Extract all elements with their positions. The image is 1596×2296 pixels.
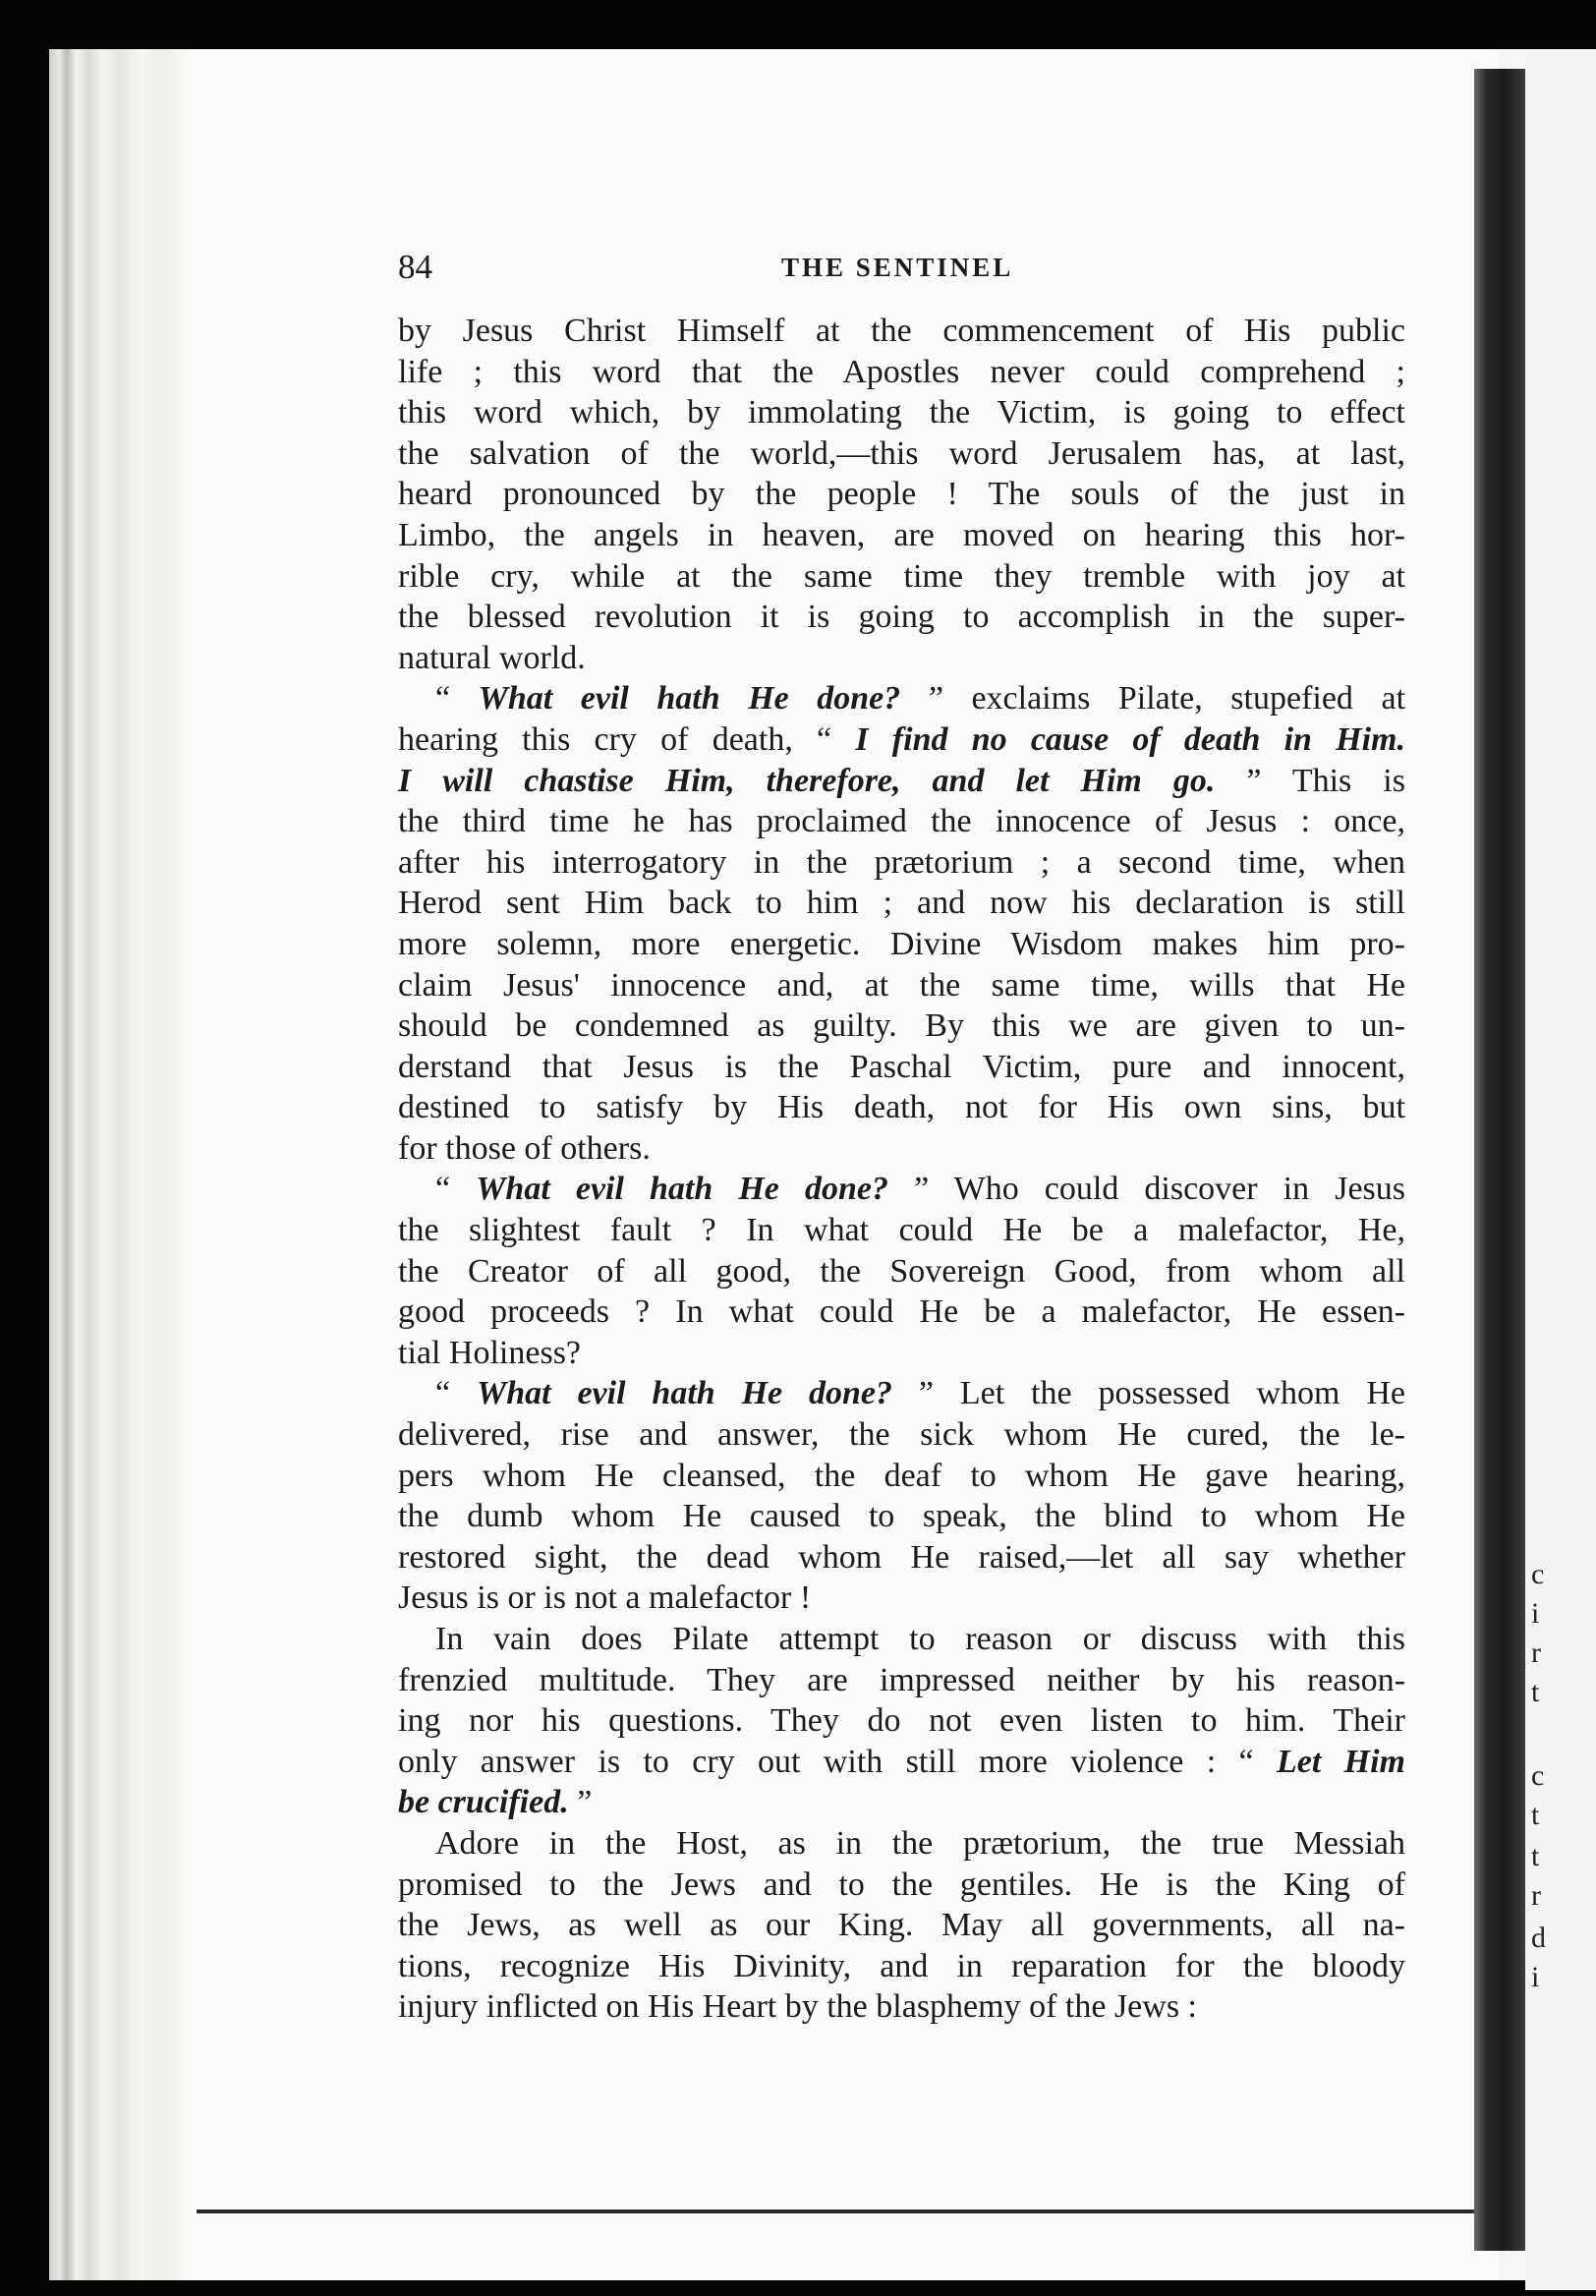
text-line: for those of others. bbox=[398, 1129, 651, 1167]
text-run: hearing this cry of death, “ bbox=[398, 720, 856, 758]
page-number: 84 bbox=[398, 248, 432, 286]
text-run: “ bbox=[435, 1375, 477, 1412]
facing-page-letter: t bbox=[1531, 1676, 1540, 1708]
text-line: Jesus is or is not a malefactor ! bbox=[398, 1579, 812, 1617]
text-run: “ bbox=[435, 680, 479, 718]
text-line bbox=[398, 1169, 1405, 1210]
facing-page-letter: t bbox=[1531, 1840, 1540, 1872]
text-line: tial Holiness? bbox=[398, 1334, 582, 1371]
text-run: only answer is to cry out with still more violence : “ bbox=[398, 1743, 1277, 1780]
text-line: after his interrogatory in the prætorium ; a second time, when bbox=[398, 843, 1405, 881]
quoted-speech: What evil hath He done? bbox=[478, 680, 901, 718]
running-head bbox=[398, 248, 1405, 287]
facing-page-letter: t bbox=[1531, 1799, 1540, 1831]
bottom-border-line bbox=[197, 2210, 1474, 2213]
text-line: injury inflicted on His Heart by the blasphemy of the Jews : bbox=[398, 1988, 1197, 2026]
facing-page-letter: r bbox=[1531, 1636, 1541, 1669]
text-line: heard pronounced by the people ! The souls of the just in bbox=[398, 476, 1405, 513]
text-line: In vain does Pilate attempt to reason or discuss with this bbox=[435, 1621, 1405, 1657]
text-line: Herod sent Him back to him ; and now his declaration is still bbox=[398, 885, 1405, 922]
text-line bbox=[398, 1373, 1405, 1414]
text-line: Adore in the Host, as in the prætorium, the true Messiah bbox=[435, 1824, 1405, 1862]
text-line: pers whom He cleansed, the deaf to whom He gave hearing, bbox=[398, 1457, 1405, 1494]
page-edge-shadow bbox=[1474, 69, 1525, 2251]
quoted-speech: Let Him bbox=[1276, 1743, 1405, 1780]
text-line: the blessed revolution it is going to accomplish in the super- bbox=[398, 599, 1405, 636]
text-run: ” This is bbox=[1215, 762, 1405, 799]
text-line: the salvation of the world,—this word Jerusalem has, at last, bbox=[398, 434, 1405, 472]
text-line: natural world. bbox=[398, 639, 586, 676]
text-run: ” bbox=[568, 1784, 593, 1821]
body-text bbox=[398, 311, 1405, 2028]
text-run: ” Who could discover in Jesus bbox=[887, 1171, 1405, 1208]
text-line bbox=[398, 678, 1405, 719]
book-gutter bbox=[49, 49, 187, 2280]
text-line: claim Jesus' innocence and, at the same time, wills that He bbox=[398, 966, 1405, 1004]
text-line: the third time he has proclaimed the innocence of Jesus : once, bbox=[398, 803, 1405, 840]
quoted-speech: be crucified. bbox=[398, 1784, 569, 1821]
facing-page-letter: c bbox=[1531, 1558, 1545, 1590]
text-line: life ; this word that the Apostles never could comprehend ; bbox=[398, 353, 1405, 390]
text-line bbox=[398, 761, 1405, 802]
text-run: “ bbox=[435, 1171, 477, 1208]
text-line bbox=[398, 1782, 1405, 1823]
facing-page-letter: c bbox=[1531, 1759, 1545, 1792]
text-line: delivered, rise and answer, the sick whom He cured, the le- bbox=[398, 1416, 1405, 1454]
text-line: should be condemned as guilty. By this we are given to un- bbox=[398, 1007, 1405, 1045]
text-run: ” exclaims Pilate, stupefied at bbox=[900, 680, 1406, 718]
running-title: THE SENTINEL bbox=[781, 253, 1014, 282]
text-line bbox=[398, 719, 1405, 761]
facing-page-edge bbox=[1525, 49, 1596, 2290]
facing-page-letter: r bbox=[1531, 1879, 1541, 1912]
quoted-speech: What evil hath He done? bbox=[476, 1171, 888, 1208]
facing-page-letter: i bbox=[1531, 1597, 1540, 1630]
text-line: the dumb whom He caused to speak, the blind to whom He bbox=[398, 1498, 1405, 1535]
facing-page-letter: i bbox=[1531, 1961, 1540, 1993]
text-line: destined to satisfy by His death, not for His own sins, but bbox=[398, 1089, 1405, 1126]
text-line: more solemn, more energetic. Divine Wisdom makes him pro- bbox=[398, 925, 1405, 962]
text-run: ” Let the possessed whom He bbox=[892, 1375, 1406, 1412]
text-line: restored sight, the dead whom He raised,—let all say whether bbox=[398, 1538, 1405, 1576]
text-line: by Jesus Christ Himself at the commencement of His public bbox=[398, 313, 1405, 349]
text-line: this word which, by immolating the Victim, is going to effect bbox=[398, 394, 1405, 431]
text-line: derstand that Jesus is the Paschal Victim, pure and innocent, bbox=[398, 1048, 1405, 1085]
text-line bbox=[398, 1742, 1405, 1783]
text-line: the Jews, as well as our King. May all governments, all na- bbox=[398, 1907, 1405, 1944]
text-line: promised to the Jews and to the gentiles. He is the King of bbox=[398, 1866, 1405, 1903]
quoted-speech: What evil hath He done? bbox=[476, 1375, 892, 1412]
text-line: ing nor his questions. They do not even listen to him. Their bbox=[398, 1702, 1405, 1740]
text-line: good proceeds ? In what could He be a malefactor, He essen- bbox=[398, 1293, 1405, 1331]
text-line: frenzied multitude. They are impressed neither by his reason- bbox=[398, 1661, 1405, 1698]
text-line: the slightest fault ? In what could He be a malefactor, He, bbox=[398, 1212, 1405, 1249]
quoted-speech: I find no cause of death in Him. bbox=[855, 720, 1406, 758]
text-line: Limbo, the angels in heaven, are moved on hearing this hor- bbox=[398, 516, 1405, 553]
text-line: rible cry, while at the same time they tremble with joy at bbox=[398, 557, 1405, 595]
text-line: the Creator of all good, the Sovereign Good, from whom all bbox=[398, 1252, 1405, 1290]
quoted-speech: I will chastise Him, therefore, and let Him go. bbox=[398, 762, 1216, 799]
facing-page-letter: d bbox=[1531, 1922, 1546, 1954]
text-line: tions, recognize His Divinity, and in reparation for the bloody bbox=[398, 1947, 1405, 1984]
